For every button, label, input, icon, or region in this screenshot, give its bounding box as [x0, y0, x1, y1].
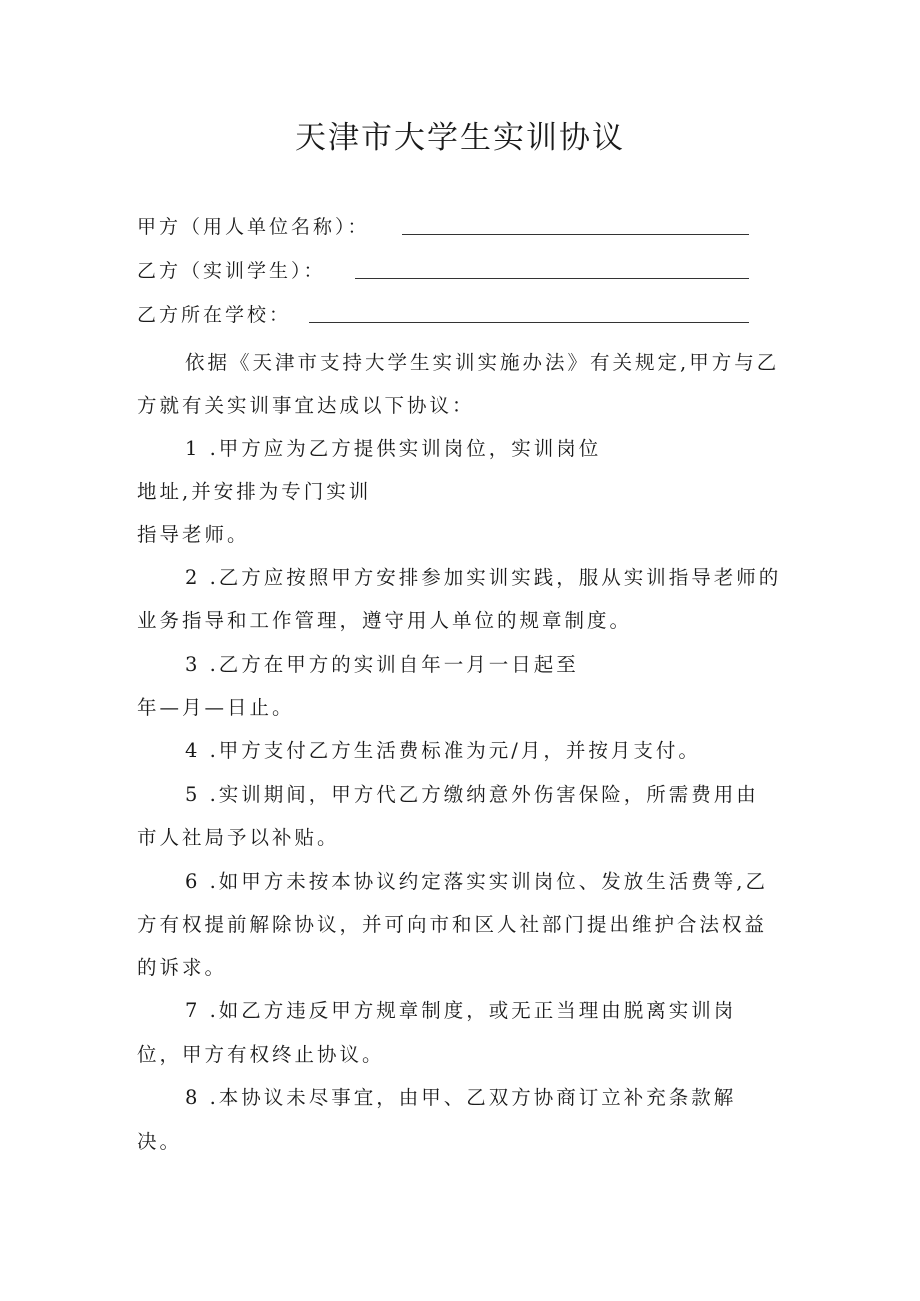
clause-1-line: 1 .甲方应为乙方提供实训岗位，实训岗位: [185, 437, 602, 460]
school-blank-line: [309, 322, 749, 323]
party-a-blank-line: [402, 234, 749, 235]
party-a-field: [137, 212, 749, 242]
clause-6-line: 的诉求。: [137, 956, 228, 979]
clause-3-line: 3 .乙方在甲方的实训自年一月一日起至: [185, 653, 579, 676]
clause-3-line: 年—月—日止。: [137, 696, 295, 719]
clause-2-line: 2 .乙方应按照甲方安排参加实训实践，服从实训指导老师的: [185, 566, 782, 589]
document-title: 天津市大学生实训协议: [295, 120, 625, 156]
clause-6-line: 方有权提前解除协议，并可向市和区人社部门提出维护合法权益: [137, 913, 768, 936]
party-b-label: 乙方（实训学生）：: [137, 260, 326, 282]
party-a-label: 甲方（用人单位名称）：: [137, 216, 370, 238]
clause-4-line: 4 .甲方支付乙方生活费标准为元/月，并按月支付。: [185, 739, 701, 762]
party-b-field: [137, 256, 749, 286]
intro-line: 方就有关实训事宜达成以下协议：: [137, 394, 475, 417]
clause-2-line: 业务指导和工作管理，遵守用人单位的规章制度。: [137, 609, 633, 632]
party-b-blank-line: [355, 278, 749, 279]
clause-7-line: 7 .如乙方违反甲方规章制度，或无正当理由脱离实训岗: [185, 999, 737, 1022]
intro-line: 依据《天津市支持大学生实训实施办法》有关规定,甲方与乙: [185, 351, 780, 374]
clause-8-line: 决。: [137, 1130, 183, 1153]
clause-1-line: 指导老师。: [137, 523, 250, 546]
clause-7-line: 位，甲方有权终止协议。: [137, 1043, 385, 1066]
clause-6-line: 6 .如甲方未按本协议约定落实实训岗位、发放生活费等,乙: [185, 870, 769, 893]
clause-8-line: 8 .本协议未尽事宜，由甲、乙双方协商订立补充条款解: [185, 1086, 737, 1109]
clause-5-line: 5 .实训期间，甲方代乙方缴纳意外伤害保险，所需费用由: [185, 783, 759, 806]
clause-5-line: 市人社局予以补贴。: [137, 826, 340, 849]
school-label: 乙方所在学校：: [137, 304, 292, 326]
school-field: [137, 300, 749, 330]
clause-1-line: 地址,并安排为专门实训: [137, 480, 372, 503]
